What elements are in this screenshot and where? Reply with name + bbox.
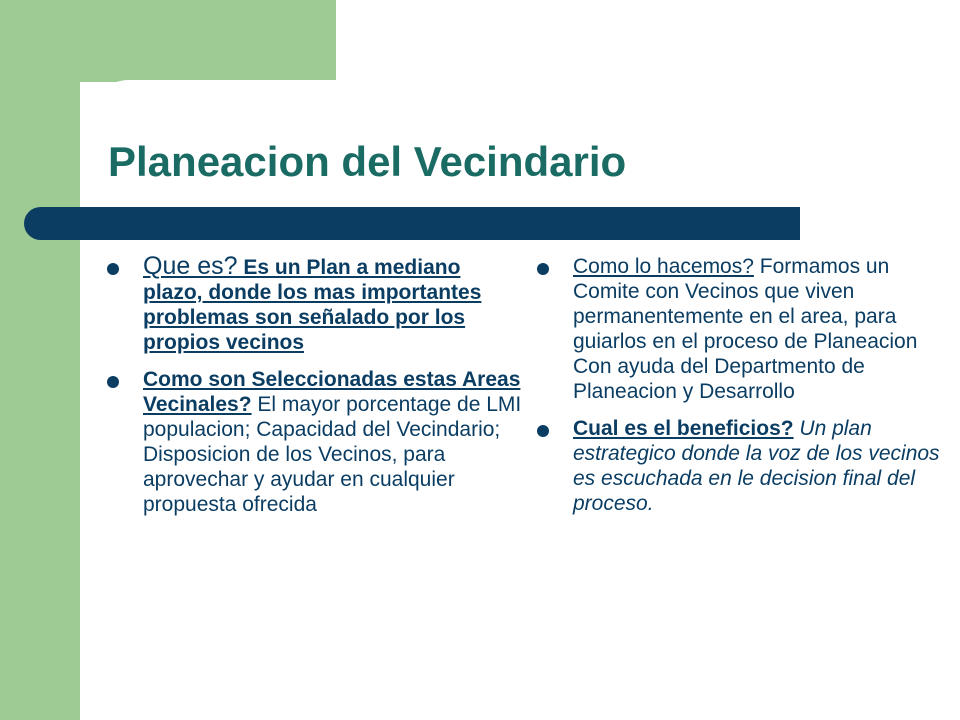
left-green-band <box>0 0 80 720</box>
bullet-item-como-son <box>105 367 525 517</box>
bullet-question: Es un Plan a mediano plazo, donde los mas importantes problemas son señalado por los propios vecinos <box>143 256 482 354</box>
bullet-item-como-lo-hacemos <box>535 254 945 404</box>
bullet-item-beneficios <box>535 416 945 516</box>
right-bullet-list <box>535 254 945 528</box>
bullet-text: Un plan estrategico donde la voz de los vecinos es escuchada en le decision final del proceso. <box>573 417 940 515</box>
slide-title: Planeacion del Vecindario <box>108 138 627 185</box>
title-rule-bar <box>24 207 800 240</box>
bullet-text: El mayor porcentage de LMI populacion; Capacidad del Vecindario; Disposicion de los Vecinos, para aprovechar y ayudar en cualquier propuesta ofrecida <box>143 393 522 516</box>
bullet-item-que-es <box>105 254 525 355</box>
top-green-block <box>80 0 336 82</box>
bullet-lead: Que es? <box>143 252 238 280</box>
left-bullet-list <box>105 254 525 529</box>
bullet-question: Como son Seleccionadas estas Areas Vecinales? <box>143 368 521 416</box>
bullet-text: Formamos un Comite con Vecinos que viven permanentemente en el area, para guiarlos en el proceso de Planeacion Con ayuda del Departmento de Planeacion y Desarrollo <box>573 255 918 403</box>
bullet-question: Cual es el beneficios? <box>573 417 794 440</box>
bullet-question: Como lo hacemos? <box>573 255 754 278</box>
